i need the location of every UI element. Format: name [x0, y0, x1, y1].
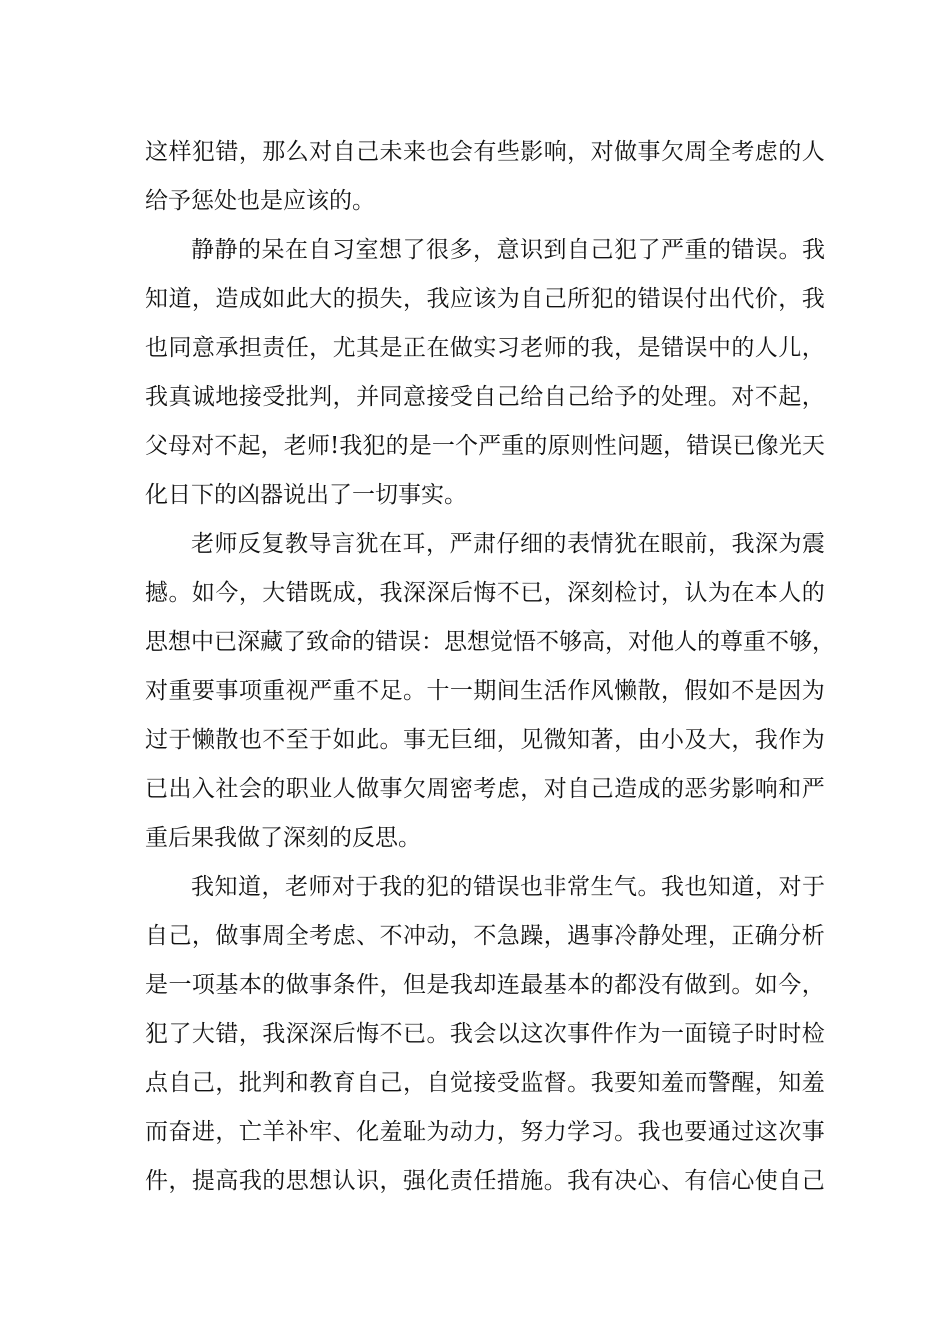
- text-line: 对 重 要 事 项 重 视 严 重 不 足 。 十 一 期 间 生 活 作 风 懒 散 ， 假 如 不 是 因 为: [145, 678, 825, 704]
- paragraph-first-line: 老 师 反 复 教 导 言 犹 在 耳 ， 严 肃 仔 细 的 表 情 犹 在 眼 前 ， 我 深 为 震: [191, 531, 825, 557]
- text-line: 是 一 项 基 本 的 做 事 条 件 ， 但 是 我 却 连 最 基 本 的 都 没 有 做 到 。 如 今 ，: [145, 972, 825, 998]
- text-line: 已 出 入 社 会 的 职 业 人 做 事 欠 周 密 考 虑 ， 对 自 己 造 成 的 恶 劣 影 响 和 严: [145, 776, 825, 802]
- text-line: 思 想 中 已 深 藏 了 致 命 的 错 误 ： 思 想 觉 悟 不 够 高 ， 对 他 人 的 尊 重 不 够 ，: [145, 629, 835, 655]
- text-line: 父 母 对 不 起 ， 老 师 ! 我 犯 的 是 一 个 严 重 的 原 则 性 问 题 ， 错 误 已 像 光 天: [145, 433, 825, 459]
- text-line: 给予惩处也是应该的。: [145, 188, 375, 214]
- text-line: 重后果我做了深刻的反思。: [145, 825, 421, 851]
- document-body: [145, 128, 835, 1206]
- text-line: 自 己 ， 做 事 周 全 考 虑 、 不 冲 动 ， 不 急 躁 ， 遇 事 冷 静 处 理 ， 正 确 分 析: [145, 923, 825, 949]
- text-line: 而 奋 进 ， 亡 羊 补 牢 、 化 羞 耻 为 动 力 ， 努 力 学 习 。 我 也 要 通 过 这 次 事: [145, 1119, 825, 1145]
- paragraph-first-line: 我 知 道 ， 老 师 对 于 我 的 犯 的 错 误 也 非 常 生 气 。 我 也 知 道 ， 对 于: [191, 874, 825, 900]
- text-line: 件 ， 提 高 我 的 思 想 认 识 ， 强 化 责 任 措 施 。 我 有 决 心 、 有 信 心 使 自 己: [145, 1168, 825, 1194]
- text-line: 撼 。 如 今 ， 大 错 既 成 ， 我 深 深 后 悔 不 已 ， 深 刻 检 讨 ， 认 为 在 本 人 的: [145, 580, 825, 606]
- text-line: 点 自 己 ， 批 判 和 教 育 自 己 ， 自 觉 接 受 监 督 。 我 要 知 羞 而 警 醒 ， 知 羞: [145, 1070, 825, 1096]
- text-line: 这 样 犯 错 ， 那 么 对 自 己 未 来 也 会 有 些 影 响 ， 对 做 事 欠 周 全 考 虑 的 人: [145, 139, 825, 165]
- text-line: 知 道 ， 造 成 如 此 大 的 损 失 ， 我 应 该 为 自 己 所 犯 的 错 误 付 出 代 价 ， 我: [145, 286, 825, 312]
- text-line: 我 真 诚 地 接 受 批 判 ， 并 同 意 接 受 自 己 给 自 己 给 予 的 处 理 。 对 不 起 ，: [145, 384, 825, 410]
- text-line: 化日下的凶器说出了一切事实。: [145, 482, 467, 508]
- text-line: 过 于 懒 散 也 不 至 于 如 此 。 事 无 巨 细 ， 见 微 知 著 ， 由 小 及 大 ， 我 作 为: [145, 727, 825, 753]
- text-line: 也 同 意 承 担 责 任 ， 尤 其 是 正 在 做 实 习 老 师 的 我 ， 是 错 误 中 的 人 儿 ，: [145, 335, 825, 361]
- text-line: 犯 了 大 错 ， 我 深 深 后 悔 不 已 。 我 会 以 这 次 事 件 作 为 一 面 镜 子 时 时 检: [145, 1021, 825, 1047]
- paragraph-first-line: 静 静 的 呆 在 自 习 室 想 了 很 多 ， 意 识 到 自 己 犯 了 严 重 的 错 误 。 我: [191, 237, 825, 263]
